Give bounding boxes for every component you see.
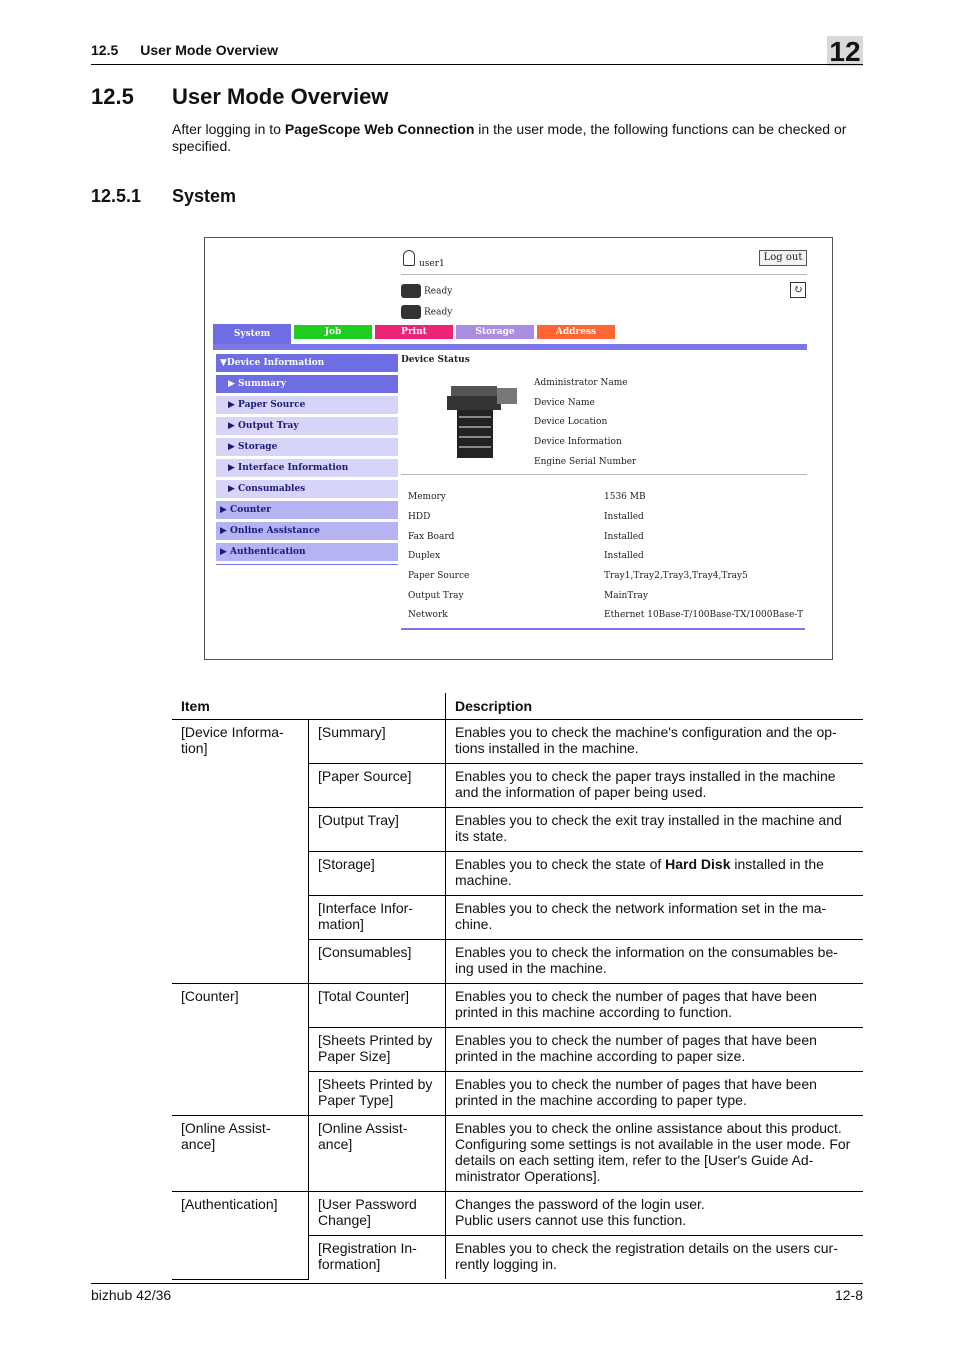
desc-storage-after: installed in the machine.	[455, 856, 824, 888]
spec-label: Memory	[408, 492, 446, 502]
item-summary: [Summary]	[309, 720, 446, 764]
menu-paper-source[interactable]: ▶ Paper Source	[216, 396, 398, 414]
desc-user-password-change	[446, 1192, 864, 1236]
spec-value: Tray1,Tray2,Tray3,Tray4,Tray5	[604, 571, 748, 581]
item-interface-information: [Interface Infor-mation]	[309, 896, 446, 940]
item-user-password-change: [User Password Change]	[309, 1192, 446, 1236]
desc-user-password-line2: Public users cannot use this function.	[455, 1212, 687, 1228]
menu-output-tray[interactable]: ▶ Output Tray	[216, 417, 398, 435]
status-text-2: Ready	[424, 307, 453, 318]
chapter-number: 12	[827, 36, 863, 66]
desc-registration-information: Enables you to check the registration details on the users cur-rently logging in.	[446, 1236, 864, 1280]
item-storage: [Storage]	[309, 852, 446, 896]
user-icon	[403, 250, 415, 266]
intro-text-after: in the user mode, the following functions can be checked or specified.	[172, 121, 847, 154]
spec-value: MainTray	[604, 591, 649, 601]
footer-rule	[91, 1283, 863, 1284]
desc-storage	[446, 852, 864, 896]
group-device-information: [Device Informa-tion]	[172, 720, 309, 984]
tab-storage[interactable]: Storage	[456, 325, 534, 339]
subsection-heading-number: 12.5.1	[91, 186, 142, 206]
intro-paragraph	[172, 121, 864, 155]
header-description: Description	[446, 693, 864, 720]
tab-system[interactable]: System	[213, 324, 291, 344]
subsection-heading	[91, 186, 236, 207]
spec-value: Installed	[604, 532, 644, 542]
side-menu	[216, 354, 398, 565]
table-row	[172, 984, 863, 1028]
function-table	[172, 693, 863, 1280]
printer-icon	[401, 284, 421, 298]
item-sheets-by-size: [Sheets Printed by Paper Size]	[309, 1028, 446, 1072]
device-label-serial: Engine Serial Number	[534, 457, 637, 467]
user-row	[401, 248, 807, 275]
device-label-location: Device Location	[534, 417, 608, 427]
desc-storage-before: Enables you to check the state of	[455, 856, 666, 872]
user-name: user1	[419, 259, 445, 269]
running-header-number: 12.5	[91, 42, 119, 58]
subsection-heading-title: System	[172, 186, 237, 206]
device-label-name: Device Name	[534, 398, 595, 408]
device-status-title: Device Status	[401, 355, 470, 365]
desc-total-counter: Enables you to check the number of pages that have been printed in this machine according to function.	[446, 984, 864, 1028]
spec-label: HDD	[408, 512, 431, 522]
item-registration-information: [Registration In-formation]	[309, 1236, 446, 1280]
desc-interface-information: Enables you to check the network information set in the ma-chine.	[446, 896, 864, 940]
running-header	[91, 42, 278, 58]
running-header-title: User Mode Overview	[140, 42, 278, 58]
menu-counter[interactable]: ▶ Counter	[216, 501, 398, 519]
group-counter: [Counter]	[172, 984, 309, 1116]
menu-online-assistance[interactable]: ▶ Online Assistance	[216, 522, 398, 540]
group-authentication: [Authentication]	[172, 1192, 309, 1280]
menu-consumables[interactable]: ▶ Consumables	[216, 480, 398, 498]
device-status-rule	[401, 474, 807, 475]
footer-product: bizhub 42/36	[91, 1287, 172, 1303]
desc-paper-source: Enables you to check the paper trays installed in the machine and the information of paper being used.	[446, 764, 864, 808]
scanner-icon	[401, 305, 421, 319]
header-rule	[91, 64, 863, 65]
menu-interface-information[interactable]: ▶ Interface Information	[216, 459, 398, 477]
desc-storage-bold: Hard Disk	[665, 856, 731, 872]
desc-online-assistance: Enables you to check the online assistance about this product. Configuring some settings is not available in the user mode. For details on each setting item, refer to the [User's Guide Ad-ministrator Operations].	[446, 1116, 864, 1192]
menu-bottom-rule	[216, 564, 398, 565]
spec-label: Paper Source	[408, 571, 470, 581]
desc-sheets-by-size: Enables you to check the number of pages that have been printed in the machine according to paper size.	[446, 1028, 864, 1072]
logout-button[interactable]: Log out	[759, 250, 807, 266]
group-online-assistance: [Online Assist-ance]	[172, 1116, 309, 1192]
mfp-machine-icon	[443, 380, 521, 460]
desc-output-tray: Enables you to check the exit tray installed in the machine and its state.	[446, 808, 864, 852]
tab-job[interactable]: Job	[294, 325, 372, 339]
item-total-counter: [Total Counter]	[309, 984, 446, 1028]
footer-page-number: 12-8	[834, 1287, 863, 1303]
desc-sheets-by-type: Enables you to check the number of pages that have been printed in the machine according to paper type.	[446, 1072, 864, 1116]
tab-bar	[213, 324, 807, 350]
spec-value: Installed	[604, 512, 644, 522]
item-paper-source: [Paper Source]	[309, 764, 446, 808]
desc-summary: Enables you to check the machine's configuration and the op-tions installed in the machine.	[446, 720, 864, 764]
tab-print[interactable]: Print	[375, 325, 453, 339]
spec-value: Installed	[604, 551, 644, 561]
item-consumables: [Consumables]	[309, 940, 446, 984]
table-row	[172, 1116, 863, 1192]
menu-authentication[interactable]: ▶ Authentication	[216, 543, 398, 561]
item-sheets-by-type: [Sheets Printed by Paper Type]	[309, 1072, 446, 1116]
table-row	[172, 720, 863, 764]
status-text-1: Ready	[424, 286, 453, 297]
desc-user-password-line1: Changes the password of the login user.	[455, 1196, 705, 1212]
spec-label: Fax Board	[408, 532, 455, 542]
web-connection-screenshot	[204, 237, 833, 660]
spec-bottom-rule	[401, 628, 805, 630]
section-heading-number: 12.5	[91, 84, 134, 109]
spec-label: Duplex	[408, 551, 441, 561]
refresh-icon[interactable]: ↻	[790, 282, 806, 298]
printer-status-1	[401, 284, 452, 298]
spec-label: Output Tray	[408, 591, 464, 601]
printer-status-2	[401, 305, 452, 319]
spec-value: Ethernet 10Base-T/100Base-TX/1000Base-T	[604, 610, 804, 620]
section-heading-title: User Mode Overview	[172, 84, 389, 109]
spec-label: Network	[408, 610, 448, 620]
section-heading	[91, 84, 388, 110]
item-online-assistance: [Online Assist-ance]	[309, 1116, 446, 1192]
intro-bold-product: PageScope Web Connection	[284, 121, 475, 137]
menu-device-information[interactable]: ▼Device Information	[216, 354, 398, 372]
intro-text-before: After logging in to	[172, 121, 285, 137]
tab-address[interactable]: Address	[537, 325, 615, 339]
table-row	[172, 1192, 863, 1236]
header-item: Item	[172, 693, 446, 720]
spec-value: 1536 MB	[604, 492, 646, 502]
table-header-row	[172, 693, 863, 720]
desc-consumables: Enables you to check the information on the consumables be-ing used in the machine.	[446, 940, 864, 984]
menu-summary[interactable]: ▶ Summary	[216, 375, 398, 393]
device-label-information: Device Information	[534, 437, 622, 447]
item-output-tray: [Output Tray]	[309, 808, 446, 852]
menu-storage[interactable]: ▶ Storage	[216, 438, 398, 456]
device-label-admin: Administrator Name	[534, 378, 628, 388]
